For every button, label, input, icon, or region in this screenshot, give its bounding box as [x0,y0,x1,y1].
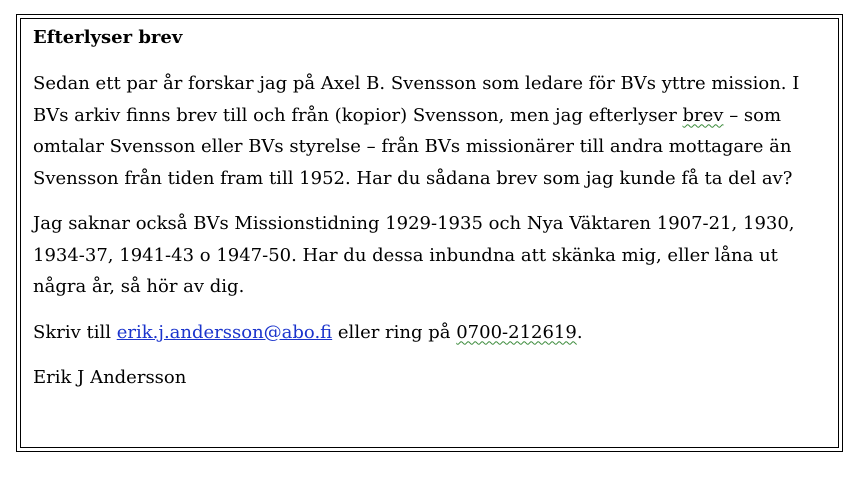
paragraph-periodicals: Jag saknar också BVs Missionstidning 1929-1935 och Nya Väktaren 1907-21, 1930, 1934-37, 1941-43 o 1947-50. Har du dessa inbundna att skänka mig, eller låna ut några år, så hör av dig. [33,213,795,297]
notice-title: Efterlyser brev [33,27,183,48]
phone-number: 0700-212619 [456,321,577,343]
signature: Erik J Andersson [33,367,187,388]
contact-text-1: Skriv till [33,321,117,343]
contact-text-3: . [576,321,583,343]
spellcheck-marked-word: brev [682,104,724,126]
email-link[interactable]: erik.j.andersson@abo.fi [116,321,333,343]
contact-text-2: eller ring på [332,321,457,343]
paragraph-letters-text-1: Sedan ett par år forskar jag på Axel B. Svensson som ledare för BVs yttre mission. I BVs arkiv finns brev till och från (kopior) Svensson, men jag efterlyser [33,73,800,126]
notice-content [33,22,833,394]
paragraph-letters-text-2: – som omtalar Svensson eller BVs styrelse – från BVs missionärer till andra mottagare än Svensson från tiden fram till 1952. Har du sådana brev som jag kunde få ta del av? [33,104,793,189]
contact-line [33,317,833,349]
paragraph-letters [33,68,833,194]
